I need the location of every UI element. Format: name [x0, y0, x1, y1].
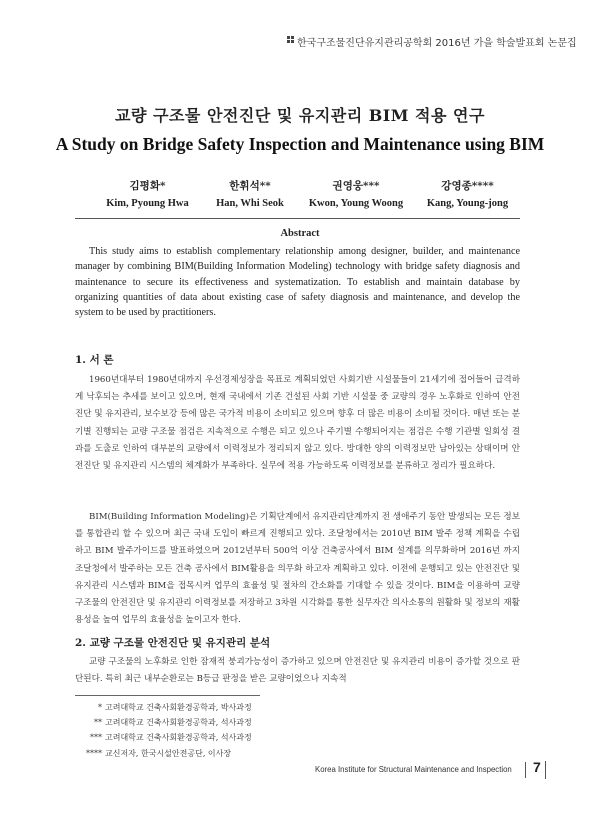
- running-header: [0, 34, 600, 50]
- footer-divider: [525, 762, 526, 778]
- page-number: 7: [533, 759, 541, 775]
- footnote: [80, 730, 252, 745]
- title-english: A Study on Bridge Safety Inspection and Maintenance using BIM: [55, 134, 545, 154]
- journal-name: 한국구조물진단유지관리공학회 2016년 가을 학술발표회 논문집: [297, 38, 577, 49]
- footnote: [80, 746, 252, 761]
- abstract-heading: Abstract: [280, 228, 320, 239]
- section-1-heading: 1. 서 론: [75, 354, 114, 366]
- footnote-text: 교신저자, 한국시설안전공단, 이사장: [105, 748, 232, 758]
- footnote-text: 고려대학교 건축사회환경공학과, 박사과정: [105, 703, 252, 712]
- footnote-mark: **: [94, 718, 102, 728]
- author-name-korean: 강영종****: [441, 180, 494, 192]
- section-2-paragraph-1: 교량 구조물의 노후화로 인한 잠재적 붕괴가능성이 증가하고 있으며 안전진단 및 유지관리 비용이 증가할 것으로 판단된다. 특히 최근 내부순환로는 B등급 판정을 받은 교량이었으나 지속적: [75, 657, 520, 685]
- footer-institute: Korea Institute for Structural Maintenance and Inspection: [315, 765, 512, 774]
- author-name-english: Kang, Young-jong: [426, 198, 509, 209]
- footnote-mark: ***: [90, 733, 102, 743]
- author-name-english: Han, Whi Seok: [216, 198, 284, 209]
- author-name-korean: 한휘석**: [229, 180, 271, 192]
- footnote-text: 고려대학교 건축사회환경공학과, 석사과정: [105, 733, 252, 743]
- author-1: [100, 178, 195, 209]
- author-name-korean: 권영웅***: [332, 180, 380, 192]
- author-name-english: Kim, Pyoung Hwa: [106, 198, 189, 209]
- footnote: [80, 700, 252, 715]
- footnote-mark: ****: [86, 748, 102, 758]
- footnote-text: 고려대학교 건축사회환경공학과, 석사과정: [105, 718, 252, 728]
- footnote-divider: [75, 695, 260, 696]
- header-ornament-icon: [287, 36, 295, 44]
- footnote: [80, 715, 252, 730]
- title-divider: [75, 218, 520, 219]
- author-2: [205, 178, 295, 209]
- author-4: [410, 178, 525, 209]
- footnote-list: [80, 700, 252, 761]
- author-3: [296, 178, 416, 209]
- title-korean: 교량 구조물 안전진단 및 유지관리 BIM 적용 연구: [115, 106, 485, 125]
- footer-divider-right: [545, 761, 546, 779]
- section-2-heading: 2. 교량 구조물 안전진단 및 유지관리 분석: [75, 637, 271, 649]
- abstract-text: This study aims to establish complementary relationship among designer, builder, and maintenance manager by combining BIM(Building Information Modeling) technology with bridge safety diagnosis and maintenance to secure its effectiveness and systematization. To establish and maintain database by organizing quantities of data about existing case of safety diagnosis and maintenance, and develop the system to be used by practitioners.: [75, 246, 520, 319]
- section-1-paragraph-1: 1960년대부터 1980년대까지 우선경제성장을 목표로 계획되었던 사회기반 시설물들이 21세기에 접어들어 급격하게 낙후되는 추세를 보이고 있으며, 현재 국내에서 기존 건설된 사회 기반 시설물 중 교량의 경우 노후화로 인하여 안전진단 및 유지관리, 보수보강 등에 많은 국가적 비용이 소비되고 있으며 향후 더 많은 비용이 소비될 것이다. 매년 또는 분기별 진행되는 교량 구조물 점검은 지속적으로 수행은 되고 있으나 주기별 수행되어지는 점검은 수행 기관별 일회성 결과를 도출로 인하여 대부분의 교량에서 이력정보가 정리되지 않고 있다. 방대한 양의 이력정보만 남아있는 상태이며 안전진단 및 유지관리 시스템의 체계화가 부족하다. 실무에 적용 가능하도록 이력정보를 분류하고 정리가 필요하다.: [75, 375, 520, 472]
- author-name-english: Kwon, Young Woong: [308, 198, 404, 209]
- footnote-mark: *: [98, 703, 102, 712]
- section-1-paragraph-2: BIM(Building Information Modeling)은 기획단계에서 유지관리단계까지 전 생애주기 동안 발생되는 모든 정보를 통합관리 할 수 있으며 최근 국내 도입이 빠르게 진행되고 있다. 조달청에서는 2010년 BIM 발주 정책 계획을 수립하고 BIM 발주가이드를 발표하였으며 2012년부터 500억 이상 건축공사에서 BIM 설계를 의무화하며 2016년 까지 조달청에서 발주하는 모든 건축 공사에서 BIM활용을 의무화 하고자 계획하고 있다. 이전에 운행되고 있는 안전진단 및 유지관리 시스템과 BIM을 접목시켜 업무의 효율성 및 절차의 간소화를 기대할 수 있을 것이다. BIM을 이용하여 교량 구조물의 안전진단 및 유지관리 이력정보를 저장하고 3차원 시각화를 통한 실무자간 의사소통의 원활화 및 정보의 재활용성을 높여 업무의 효율성을 높이고자 한다.: [75, 512, 520, 626]
- author-name-korean: 김평화*: [129, 180, 166, 192]
